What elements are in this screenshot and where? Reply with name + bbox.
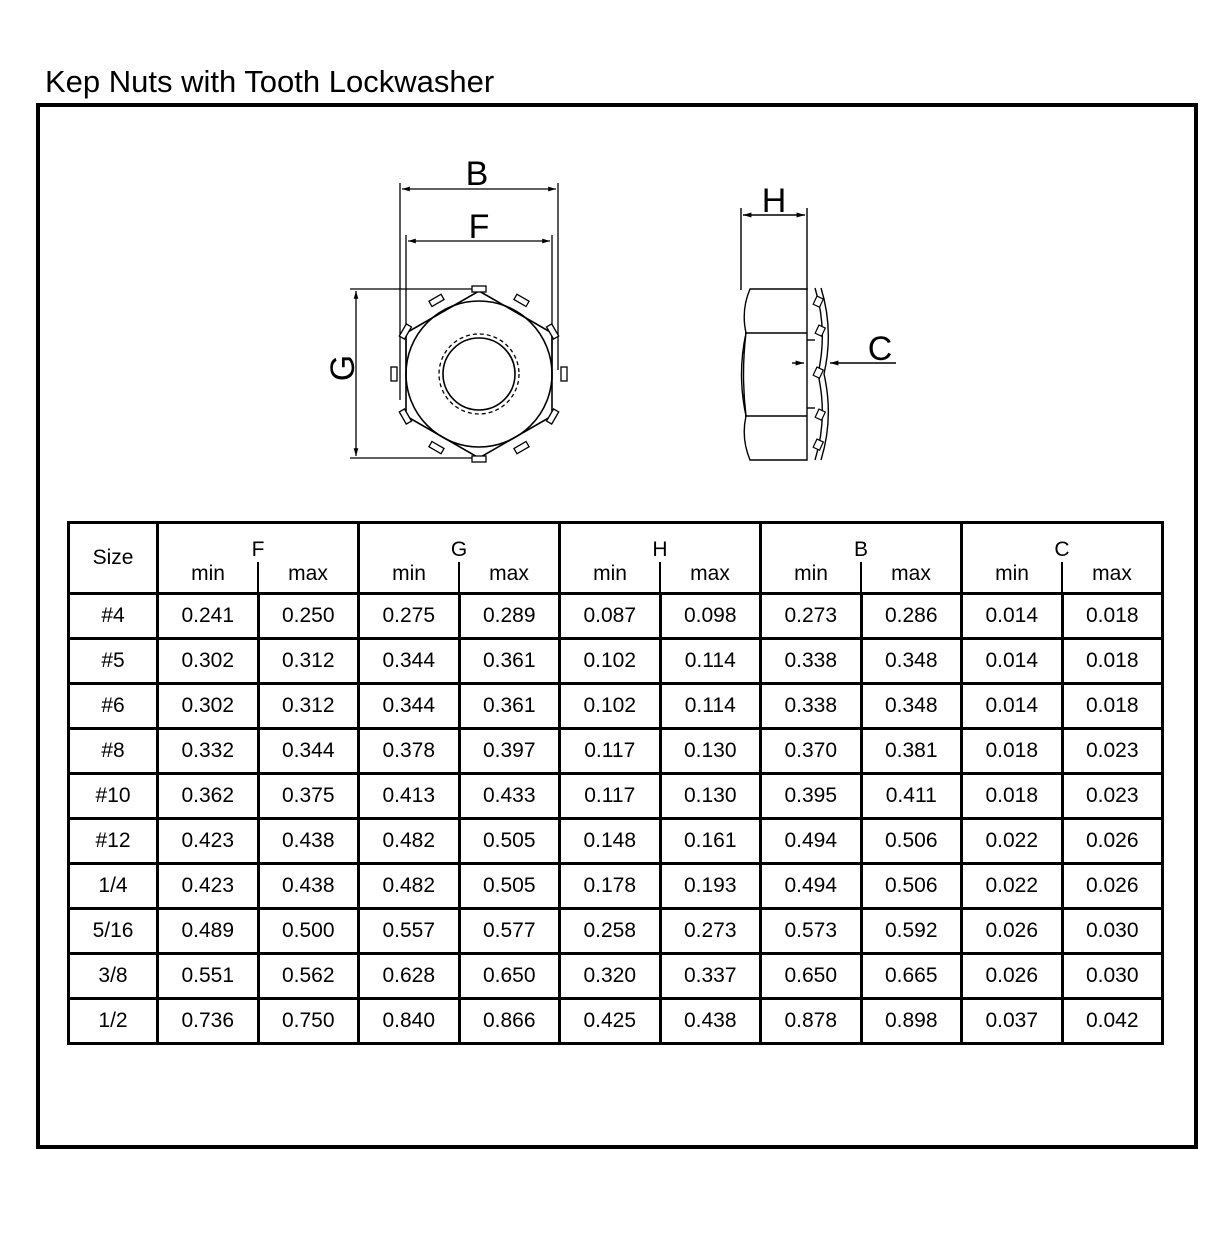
cell-value: 0.628 — [359, 954, 460, 999]
cell-value: 0.030 — [1062, 909, 1163, 954]
technical-drawing — [0, 0, 1232, 520]
header-size: Size — [69, 523, 158, 594]
cell-value: 0.026 — [1062, 819, 1163, 864]
cell-value: 0.506 — [861, 819, 962, 864]
cell-value: 0.273 — [660, 909, 761, 954]
cell-value: 0.130 — [660, 774, 761, 819]
header-c-max: max — [1062, 562, 1163, 594]
cell-value: 0.423 — [158, 819, 259, 864]
cell-value: 0.878 — [761, 999, 862, 1044]
cell-value: 0.494 — [761, 819, 862, 864]
cell-value: 0.018 — [1062, 684, 1163, 729]
header-g-max: max — [459, 562, 560, 594]
cell-size: #10 — [69, 774, 158, 819]
cell-value: 0.026 — [962, 954, 1063, 999]
cell-value: 0.117 — [560, 774, 661, 819]
cell-value: 0.362 — [158, 774, 259, 819]
header-b-min: min — [761, 562, 862, 594]
header-group-h: H — [560, 523, 761, 563]
cell-value: 0.395 — [761, 774, 862, 819]
header-g-min: min — [359, 562, 460, 594]
dim-label-f: F — [468, 208, 490, 246]
table-row — [69, 684, 1163, 729]
cell-value: 0.022 — [962, 819, 1063, 864]
table-row — [69, 729, 1163, 774]
header-group-f: F — [158, 523, 359, 563]
cell-size: #4 — [69, 594, 158, 639]
cell-value: 0.505 — [459, 864, 560, 909]
table-row — [69, 999, 1163, 1044]
cell-value: 0.042 — [1062, 999, 1163, 1044]
cell-value: 0.102 — [560, 684, 661, 729]
cell-value: 0.098 — [660, 594, 761, 639]
cell-value: 0.665 — [861, 954, 962, 999]
cell-value: 0.573 — [761, 909, 862, 954]
cell-value: 0.014 — [962, 684, 1063, 729]
header-b-max: max — [861, 562, 962, 594]
header-h-max: max — [660, 562, 761, 594]
cell-value: 0.344 — [359, 639, 460, 684]
cell-value: 0.087 — [560, 594, 661, 639]
cell-size: #12 — [69, 819, 158, 864]
cell-value: 0.425 — [560, 999, 661, 1044]
cell-value: 0.193 — [660, 864, 761, 909]
cell-value: 0.114 — [660, 684, 761, 729]
header-f-min: min — [158, 562, 259, 594]
cell-value: 0.258 — [560, 909, 661, 954]
cell-value: 0.381 — [861, 729, 962, 774]
cell-value: 0.117 — [560, 729, 661, 774]
cell-value: 0.114 — [660, 639, 761, 684]
cell-value: 0.482 — [359, 864, 460, 909]
cell-value: 0.022 — [962, 864, 1063, 909]
cell-value: 0.273 — [761, 594, 862, 639]
cell-value: 0.551 — [158, 954, 259, 999]
table-row — [69, 819, 1163, 864]
cell-value: 0.370 — [761, 729, 862, 774]
cell-value: 0.023 — [1062, 774, 1163, 819]
cell-value: 0.433 — [459, 774, 560, 819]
cell-value: 0.241 — [158, 594, 259, 639]
dim-label-b: B — [465, 155, 489, 193]
cell-value: 0.378 — [359, 729, 460, 774]
cell-value: 0.840 — [359, 999, 460, 1044]
cell-size: #5 — [69, 639, 158, 684]
table-row — [69, 594, 1163, 639]
cell-value: 0.148 — [560, 819, 661, 864]
cell-value: 0.494 — [761, 864, 862, 909]
cell-value: 0.577 — [459, 909, 560, 954]
cell-value: 0.505 — [459, 819, 560, 864]
cell-value: 0.438 — [660, 999, 761, 1044]
cell-value: 0.500 — [258, 909, 359, 954]
cell-value: 0.411 — [861, 774, 962, 819]
cell-value: 0.413 — [359, 774, 460, 819]
cell-value: 0.030 — [1062, 954, 1163, 999]
header-group-c: C — [962, 523, 1163, 563]
cell-value: 0.275 — [359, 594, 460, 639]
table-body — [69, 594, 1163, 1044]
cell-value: 0.348 — [861, 684, 962, 729]
cell-value: 0.650 — [459, 954, 560, 999]
cell-value: 0.361 — [459, 639, 560, 684]
dim-label-g: G — [324, 354, 362, 382]
cell-value: 0.161 — [660, 819, 761, 864]
cell-size: #6 — [69, 684, 158, 729]
cell-value: 0.312 — [258, 639, 359, 684]
cell-value: 0.037 — [962, 999, 1063, 1044]
header-f-max: max — [258, 562, 359, 594]
cell-value: 0.302 — [158, 639, 259, 684]
dimension-table — [67, 521, 1164, 1045]
cell-value: 0.014 — [962, 639, 1063, 684]
header-c-min: min — [962, 562, 1063, 594]
cell-value: 0.438 — [258, 864, 359, 909]
cell-value: 0.348 — [861, 639, 962, 684]
cell-value: 0.026 — [1062, 864, 1163, 909]
cell-value: 0.312 — [258, 684, 359, 729]
cell-value: 0.018 — [962, 774, 1063, 819]
cell-value: 0.302 — [158, 684, 259, 729]
table-row — [69, 864, 1163, 909]
cell-value: 0.750 — [258, 999, 359, 1044]
cell-size: 1/2 — [69, 999, 158, 1044]
cell-value: 0.361 — [459, 684, 560, 729]
cell-value: 0.344 — [258, 729, 359, 774]
header-group-g: G — [359, 523, 560, 563]
dim-label-c: C — [867, 330, 893, 368]
cell-value: 0.344 — [359, 684, 460, 729]
cell-value: 0.866 — [459, 999, 560, 1044]
cell-value: 0.320 — [560, 954, 661, 999]
page-title: Kep Nuts with Tooth Lockwasher — [45, 64, 495, 99]
cell-value: 0.650 — [761, 954, 862, 999]
table-row — [69, 954, 1163, 999]
cell-value: 0.423 — [158, 864, 259, 909]
cell-value: 0.014 — [962, 594, 1063, 639]
cell-value: 0.338 — [761, 639, 862, 684]
cell-value: 0.397 — [459, 729, 560, 774]
cell-size: 1/4 — [69, 864, 158, 909]
cell-value: 0.026 — [962, 909, 1063, 954]
header-group-b: B — [761, 523, 962, 563]
cell-value: 0.562 — [258, 954, 359, 999]
table-row — [69, 774, 1163, 819]
dim-label-h: H — [761, 182, 787, 220]
cell-value: 0.592 — [861, 909, 962, 954]
header-h-min: min — [560, 562, 661, 594]
cell-value: 0.018 — [1062, 639, 1163, 684]
cell-value: 0.337 — [660, 954, 761, 999]
cell-value: 0.178 — [560, 864, 661, 909]
cell-value: 0.018 — [1062, 594, 1163, 639]
cell-value: 0.289 — [459, 594, 560, 639]
cell-value: 0.898 — [861, 999, 962, 1044]
cell-size: #8 — [69, 729, 158, 774]
cell-value: 0.506 — [861, 864, 962, 909]
cell-value: 0.557 — [359, 909, 460, 954]
front-view — [350, 183, 567, 462]
table-row — [69, 909, 1163, 954]
cell-value: 0.102 — [560, 639, 661, 684]
cell-size: 5/16 — [69, 909, 158, 954]
cell-size: 3/8 — [69, 954, 158, 999]
cell-value: 0.250 — [258, 594, 359, 639]
cell-value: 0.375 — [258, 774, 359, 819]
cell-value: 0.438 — [258, 819, 359, 864]
cell-value: 0.338 — [761, 684, 862, 729]
cell-value: 0.018 — [962, 729, 1063, 774]
table-row — [69, 639, 1163, 684]
cell-value: 0.482 — [359, 819, 460, 864]
cell-value: 0.286 — [861, 594, 962, 639]
cell-value: 0.489 — [158, 909, 259, 954]
cell-value: 0.332 — [158, 729, 259, 774]
cell-value: 0.023 — [1062, 729, 1163, 774]
cell-value: 0.736 — [158, 999, 259, 1044]
cell-value: 0.130 — [660, 729, 761, 774]
